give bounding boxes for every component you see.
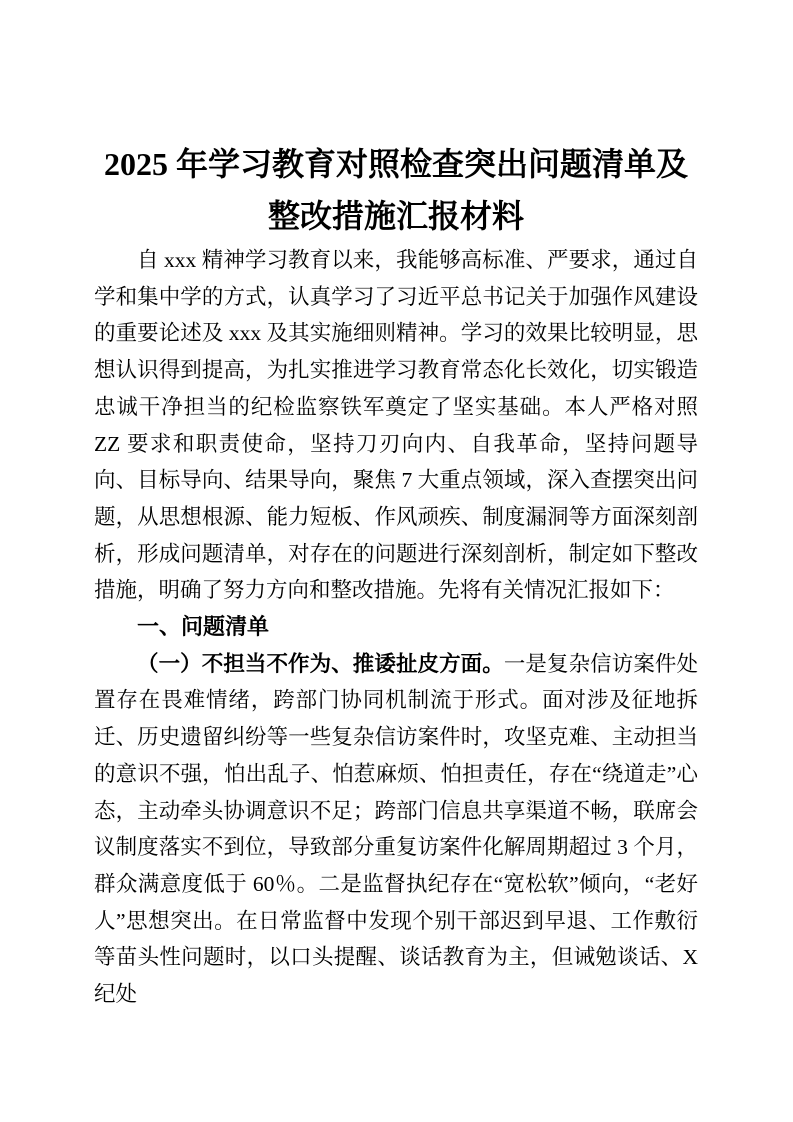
document-title: 2025 年学习教育对照检查突出问题清单及整改措施汇报材料 — [103, 146, 688, 234]
problem-item-1-lead: （一）不担当不作为、推诿扯皮方面。 — [137, 651, 504, 676]
intro-paragraph: 自 xxx 精神学习教育以来，我能够高标准、严要求，通过自学和集中学的方式，认真学习了习近平总书记关于加强作风建设的重要论述及 xxx 及其实施细则精神。学习的效果比较明显，思想认识得到提高，为扎实推进学习教育常态化长效化，切实锻造忠诚干净担当的纪检监察铁军奠定了坚实基础。本人严格对照 ZZ 要求和职责使命，坚持刀刃向内、自我革命，坚持问题导向、目标导向、结果导向，聚焦 7 大重点领域，深入查摆突出问题，从思想根源、能力短板、作风顽疾、制度漏洞等方面深刻剖析，形成问题清单，对存在的问题进行深刻剖析，制定如下整改措施，明确了努力方向和整改措施。先将有关情况汇报如下： — [94, 248, 698, 603]
section-heading-problem-list: 一、问题清单 — [137, 614, 270, 640]
document-content — [94, 138, 698, 1013]
problem-item-1-text: 一是复杂信访案件处置存在畏难情绪，跨部门协同机制流于形式。面对涉及征地拆迁、历史遗留纠纷等一些复杂信访案件时，攻坚克难、主动担当的意识不强，怕出乱子、怕惹麻烦、怕担责任，存在“绕道走”心态，主动牵头协调意识不足；跨部门信息共享渠道不畅，联席会议制度落实不到位，导致部分重复访案件化解周期超过 3 个月，群众满意度低于 60％。二是监督执纪存在“宽松软”倾向，“老好人”思想突出。在日常监督中发现个别干部迟到早退、工作敷衍等苗头性问题时，以口头提醒、谈话教育为主，但诫勉谈话、X 纪处 — [94, 651, 698, 1007]
document-body — [94, 242, 698, 1013]
problem-item-1-paragraph — [94, 646, 698, 1013]
